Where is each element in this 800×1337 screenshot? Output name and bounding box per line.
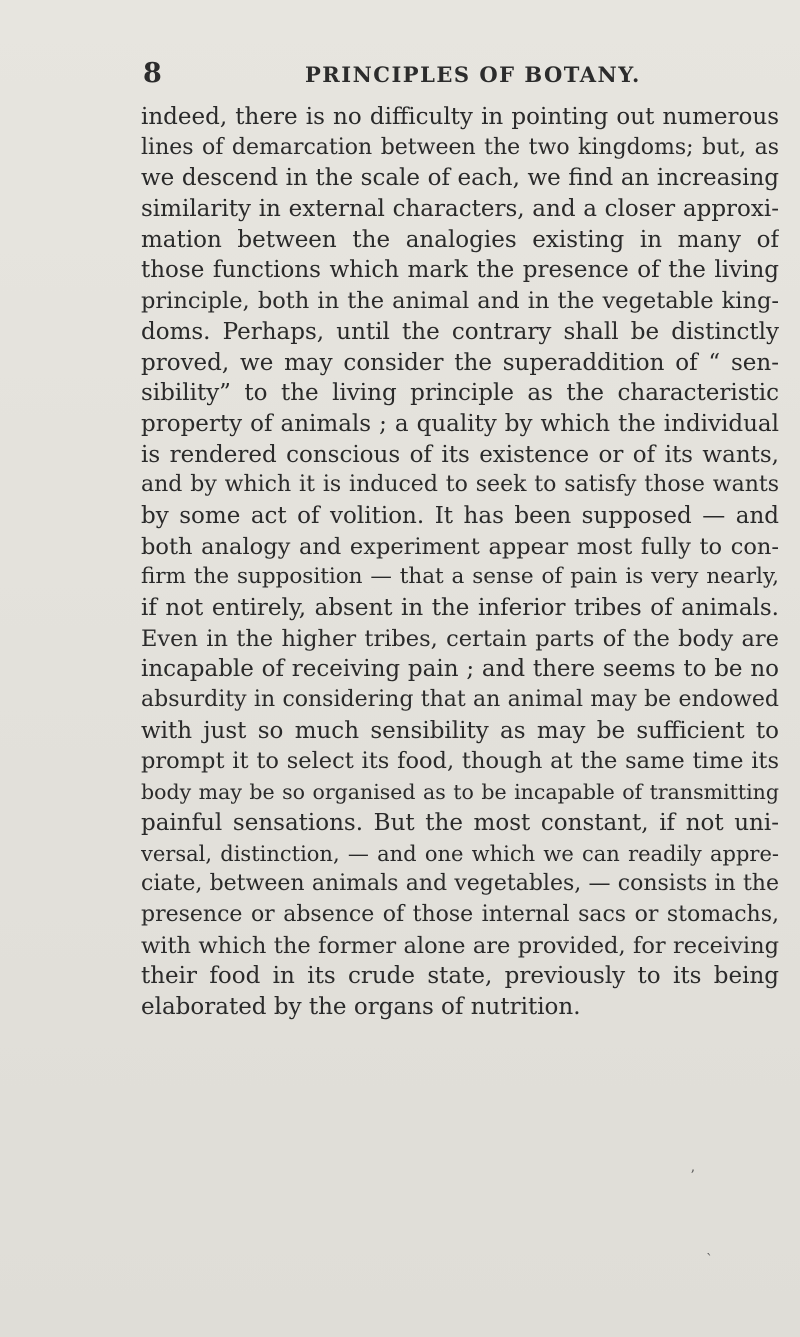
text-line: principle, both in the animal and in the vegetable king-	[141, 288, 779, 315]
text-line: with just so much sensibility as may be sufficient to	[141, 717, 779, 744]
text-line: and by which it is induced to seek to satisfy those wants	[141, 472, 779, 498]
text-line: body may be so organised as to be incapable of transmitting	[141, 780, 779, 805]
paper-speck: ʼ	[690, 1168, 695, 1184]
text-line: versal, distinction, — and one which we can readily appre-	[141, 841, 779, 866]
running-head: PRINCIPLES OF BOTANY.	[305, 62, 641, 87]
text-line: their food in its crude state, previously to its being	[141, 963, 779, 990]
text-line: prompt it to select its food, though at the same time its	[141, 748, 779, 775]
paper-speck: ˋ	[706, 1252, 713, 1268]
page-number: 8	[143, 58, 162, 89]
text-line: mation between the analogies existing in many of	[141, 226, 779, 253]
text-line: ciate, between animals and vegetables, — consists in the	[141, 871, 779, 897]
text-line: property of animals ; a quality by which the individual	[141, 410, 779, 437]
text-line: those functions which mark the presence of the living	[141, 257, 779, 284]
text-line: we descend in the scale of each, we find an increasing	[141, 165, 779, 192]
text-line: painful sensations. But the most constant, if not uni-	[141, 809, 779, 836]
text-line: lines of demarcation between the two kingdoms; but, as	[141, 134, 779, 160]
body-text	[141, 102, 779, 1023]
text-line: doms. Perhaps, until the contrary shall be distinctly	[141, 318, 779, 345]
text-line: with which the former alone are provided, for receiving	[141, 932, 779, 959]
text-line: similarity in external characters, and a closer approxi-	[141, 196, 779, 223]
text-line: by some act of volition. It has been supposed — and	[141, 502, 779, 529]
text-line: firm the supposition — that a sense of pain is very nearly,	[141, 564, 779, 590]
page-header	[0, 58, 800, 94]
text-line: is rendered conscious of its existence or of its wants,	[141, 441, 779, 468]
text-line: if not entirely, absent in the inferior tribes of animals.	[141, 595, 779, 621]
text-line: sibility” to the living principle as the characteristic	[141, 380, 779, 407]
text-line: incapable of receiving pain ; and there seems to be no	[141, 656, 779, 683]
text-line: proved, we may consider the superaddition of “ sen-	[141, 349, 779, 376]
text-line: elaborated by the organs of nutrition.	[141, 993, 581, 1020]
text-line: presence or absence of those internal sacs or stomachs,	[141, 901, 779, 927]
text-line: absurdity in considering that an animal may be endowed	[141, 687, 779, 713]
text-line: both analogy and experiment appear most fully to con-	[141, 533, 779, 560]
text-line: indeed, there is no difficulty in pointing out numerous	[141, 104, 779, 130]
text-line: Even in the higher tribes, certain parts of the body are	[141, 625, 779, 652]
